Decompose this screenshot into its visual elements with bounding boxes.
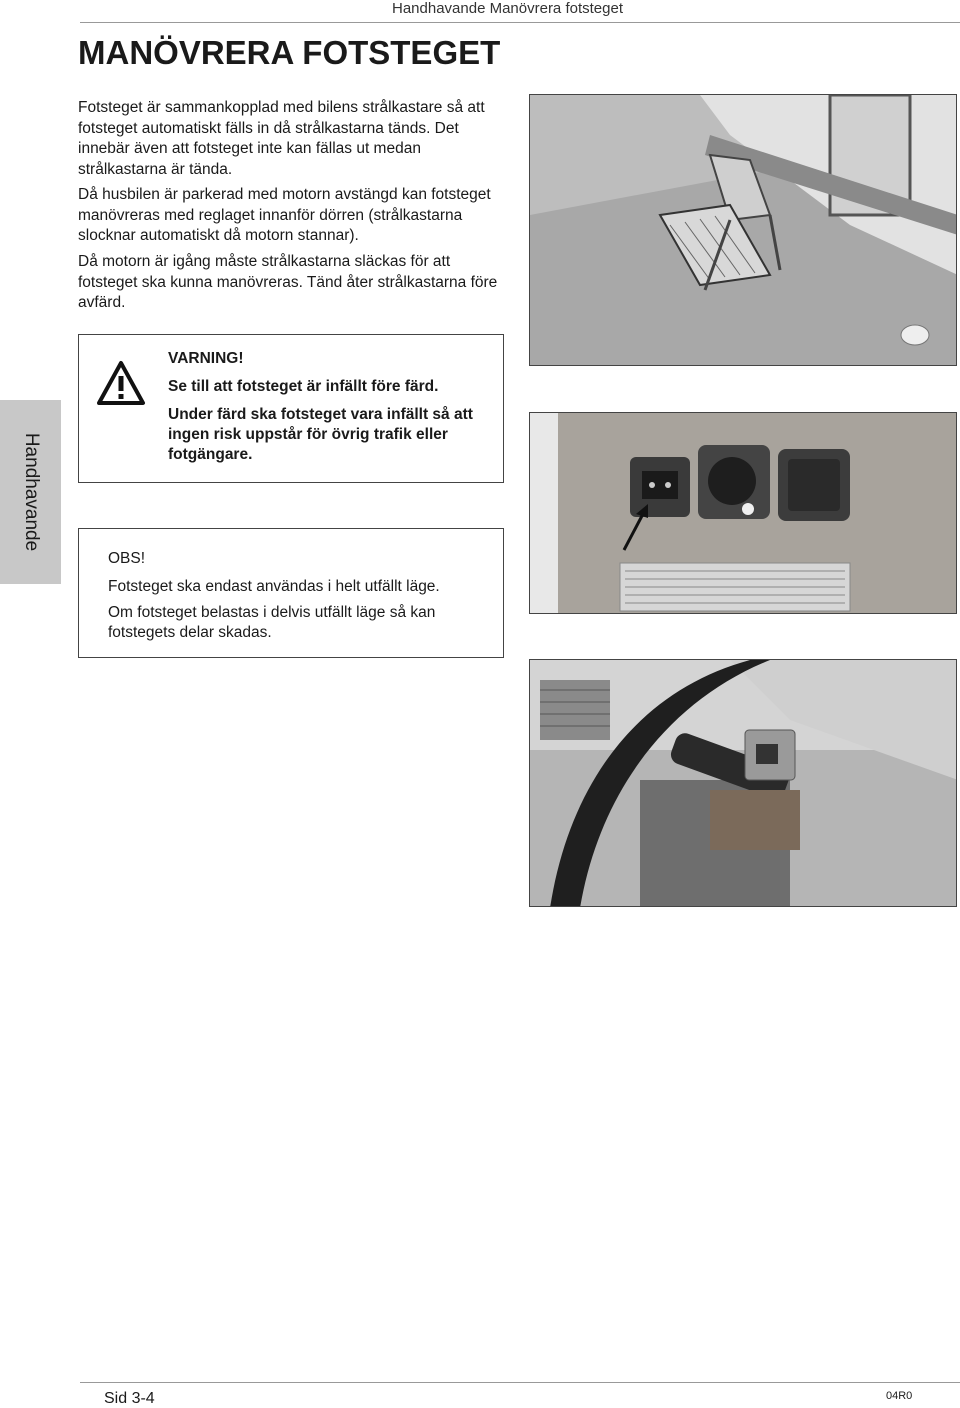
running-header: Handhavande Manövrera fotsteget (392, 0, 623, 17)
header-divider (80, 22, 960, 23)
warning-title: VARNING! (168, 350, 244, 367)
document-code: 04R0 (886, 1390, 913, 1402)
note-title: OBS! (108, 550, 146, 567)
note-line-1: Fotsteget ska endast användas i helt utfällt läge. (108, 578, 440, 595)
page-number: Sid 3-4 (104, 1390, 155, 1407)
arrow-pointer-icon (618, 504, 654, 554)
warning-line-2: Under färd ska fotsteget vara infällt så att ingen risk uppstår för övrig trafik eller fotgängare. (168, 406, 473, 463)
footer-divider (80, 1382, 960, 1383)
paragraph-1: Fotsteget är sammankopplad med bilens strålkastare så att fotsteget automatiskt fälls in då strålkastarna tänds. Det innebär även att fotsteget inte kan fällas ut medan strålkastarna är tända. (78, 99, 485, 178)
paragraph-2: Då husbilen är parkerad med motorn avstängd kan fotsteget manövreras med reglaget innanför dörren (strålkastarna slocknar automatiskt då motorn stannar). (78, 186, 491, 244)
note-line-2: Om fotsteget belastas i delvis utfällt läge så kan fotstegets delar skadas. (108, 604, 436, 641)
page-title: MANÖVRERA FOTSTEGET (78, 34, 501, 71)
section-side-tab-label: Handhavande (21, 432, 42, 552)
dashboard-photo (529, 659, 957, 907)
switch-panel-photo (529, 412, 957, 614)
warning-line-1: Se till att fotsteget är infällt före färd. (168, 378, 439, 395)
warning-triangle-icon (96, 360, 146, 406)
step-photo (529, 94, 957, 366)
paragraph-3: Då motorn är igång måste strålkastarna släckas för att fotsteget ska kunna manövreras. Tänd åter strålkastarna före avfärd. (78, 253, 498, 311)
